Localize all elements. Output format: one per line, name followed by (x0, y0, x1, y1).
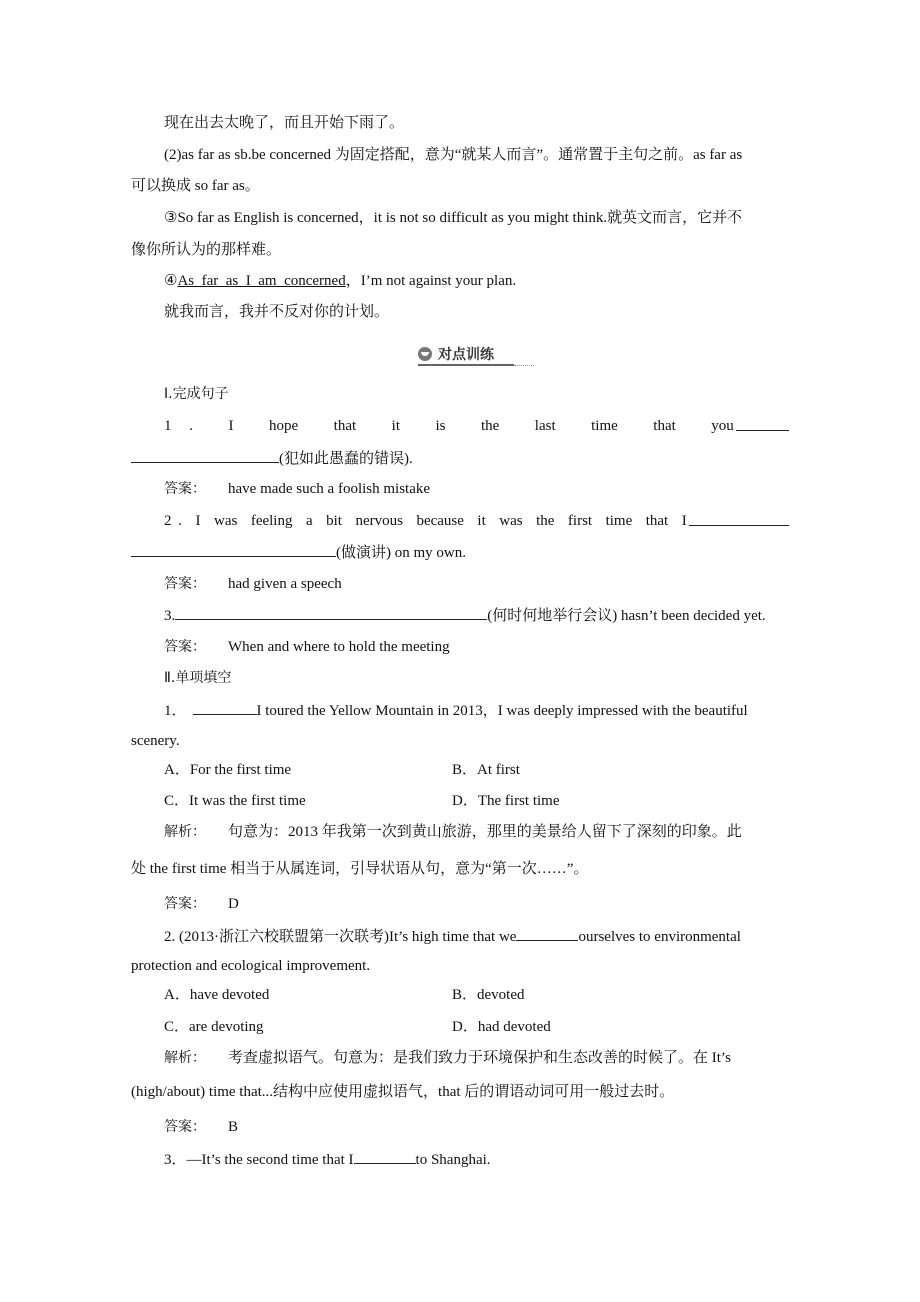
p2-q1-line-a (164, 700, 789, 721)
intro-line: 现在出去太晚了，而且开始下雨了。 (164, 115, 405, 131)
p2-q1-options-row-2 (164, 791, 789, 811)
p2-q2-blank[interactable] (516, 926, 578, 941)
analysis-text: 考查虚拟语气。句意为：是我们致力于环境保护和生态改善的时候了。在 It’s (228, 1050, 731, 1066)
part-1-heading: Ⅰ.完成句子 (164, 386, 229, 402)
option-b[interactable]: B．devoted (452, 987, 525, 1003)
p2-q2-line-b: protection and ecological improvement. (131, 958, 371, 974)
option-a[interactable]: A．have devoted (164, 987, 270, 1003)
example-4-number: ④ (164, 273, 178, 289)
p1-q3-blank[interactable] (175, 605, 487, 620)
p1-q2-blank-b[interactable] (131, 542, 336, 557)
p2-q2-prefix: 2. (2013·浙江六校联盟第一次联考)It’s high time that we (164, 929, 517, 945)
p2-q2-analysis-a (164, 1048, 789, 1068)
p1-q1-answer (164, 479, 789, 499)
p1-q1-line-a (164, 416, 789, 436)
p1-q1-blank-a[interactable] (736, 416, 789, 431)
note-2-line-a: (2)as far as sb.be concerned 为固定搭配，意为“就某人而言”。通常置于主句之前。as far as (164, 147, 743, 163)
analysis-label: 解析： (164, 1050, 206, 1066)
p2-q3-suffix: to Shanghai. (415, 1152, 491, 1168)
analysis-label: 解析： (164, 824, 206, 840)
answer-text: When and where to hold the meeting (228, 639, 450, 655)
option-b[interactable]: B．At first (452, 762, 520, 778)
answer-text: D (228, 896, 239, 912)
p1-q3-number: 3. (164, 608, 176, 624)
p1-q2-text: 2 . I was feeling a bit nervous because it was the first time that I (164, 513, 687, 529)
answer-label: 答案： (164, 576, 206, 592)
p2-q1-answer (164, 894, 789, 914)
option-a[interactable]: A．For the first time (164, 762, 292, 778)
p2-q2-line-a (164, 926, 789, 947)
section-title-dotted-rule (514, 365, 534, 366)
option-c[interactable]: C．It was the first time (164, 793, 306, 809)
note-2-line-b: 可以换成 so far as。 (131, 178, 260, 194)
p2-q2-analysis-b: (high/about) time that...结构中应使用虚拟语气，that 后的谓语动词可用一般过去时。 (131, 1084, 675, 1100)
example-4-rest: ，I’m not against your plan. (345, 273, 517, 289)
p1-q1-blank-b[interactable] (131, 448, 279, 463)
section-title (418, 343, 494, 365)
p2-q2-suffix: ourselves to environmental (578, 929, 741, 945)
analysis-text: 句意为：2013 年我第一次到黄山旅游，那里的美景给人留下了深刻的印象。此 (228, 824, 742, 840)
p1-q3-hint: (何时何地举行会议) hasn’t been decided yet. (487, 608, 766, 624)
section-title-rule (418, 364, 514, 366)
p2-q3-blank[interactable] (354, 1149, 416, 1164)
example-3-line-a: ③So far as English is concerned，it is not so difficult as you might think.就英文而言，它并不 (164, 210, 743, 226)
p1-q2-line-b (131, 542, 789, 563)
p1-q1-hint: (犯如此愚蠢的错误). (279, 451, 413, 467)
p1-q2-blank-a[interactable] (689, 511, 789, 526)
p1-q2-hint: (做演讲) on my own. (336, 545, 466, 561)
p2-q2-options-row-1 (164, 985, 789, 1005)
p2-q1-analysis-a (164, 822, 789, 842)
p1-q3-answer (164, 637, 789, 657)
p2-q1-number: 1． (164, 703, 187, 719)
p1-q2-line-a (164, 511, 789, 531)
p2-q1-text: I toured the Yellow Mountain in 2013，I was deeply impressed with the beautiful (256, 703, 748, 719)
example-4-translation: 就我而言，我并不反对你的计划。 (164, 304, 390, 320)
p2-q3-line (164, 1149, 789, 1170)
p2-q1-options-row-1 (164, 760, 789, 780)
p1-q2-answer (164, 574, 789, 594)
p2-q1-blank[interactable] (193, 700, 257, 715)
example-4-line (164, 271, 789, 291)
example-3-line-b: 像你所认为的那样难。 (131, 242, 282, 258)
p1-q1-line-b (131, 448, 789, 469)
example-4-underlined: As far as I am concerned (177, 273, 346, 289)
p2-q2-options-row-2 (164, 1017, 789, 1037)
p2-q3-prefix: 3．—It’s the second time that I (164, 1152, 354, 1168)
section-title-text: 对点训练 (438, 347, 494, 363)
answer-text: had given a speech (228, 576, 342, 592)
p2-q1-line-b: scenery. (131, 733, 180, 749)
option-c[interactable]: C．are devoting (164, 1019, 264, 1035)
p1-q1-text: 1 . I hope that it is the last time that you (164, 418, 734, 434)
p2-q2-answer (164, 1117, 789, 1137)
p2-q1-analysis-b: 处 the first time 相当于从属连词，引导状语从句，意为“第一次……”。 (131, 861, 589, 877)
option-d[interactable]: D．had devoted (452, 1019, 551, 1035)
answer-label: 答案： (164, 481, 206, 497)
p1-q3-line (164, 605, 789, 626)
answer-label: 答案： (164, 896, 206, 912)
circle-badge-icon (418, 347, 432, 361)
answer-label: 答案： (164, 1119, 206, 1135)
option-d[interactable]: D．The first time (452, 793, 560, 809)
answer-text: B (228, 1119, 239, 1135)
part-2-heading: Ⅱ.单项填空 (164, 670, 232, 686)
answer-text: have made such a foolish mistake (228, 481, 431, 497)
answer-label: 答案： (164, 639, 206, 655)
